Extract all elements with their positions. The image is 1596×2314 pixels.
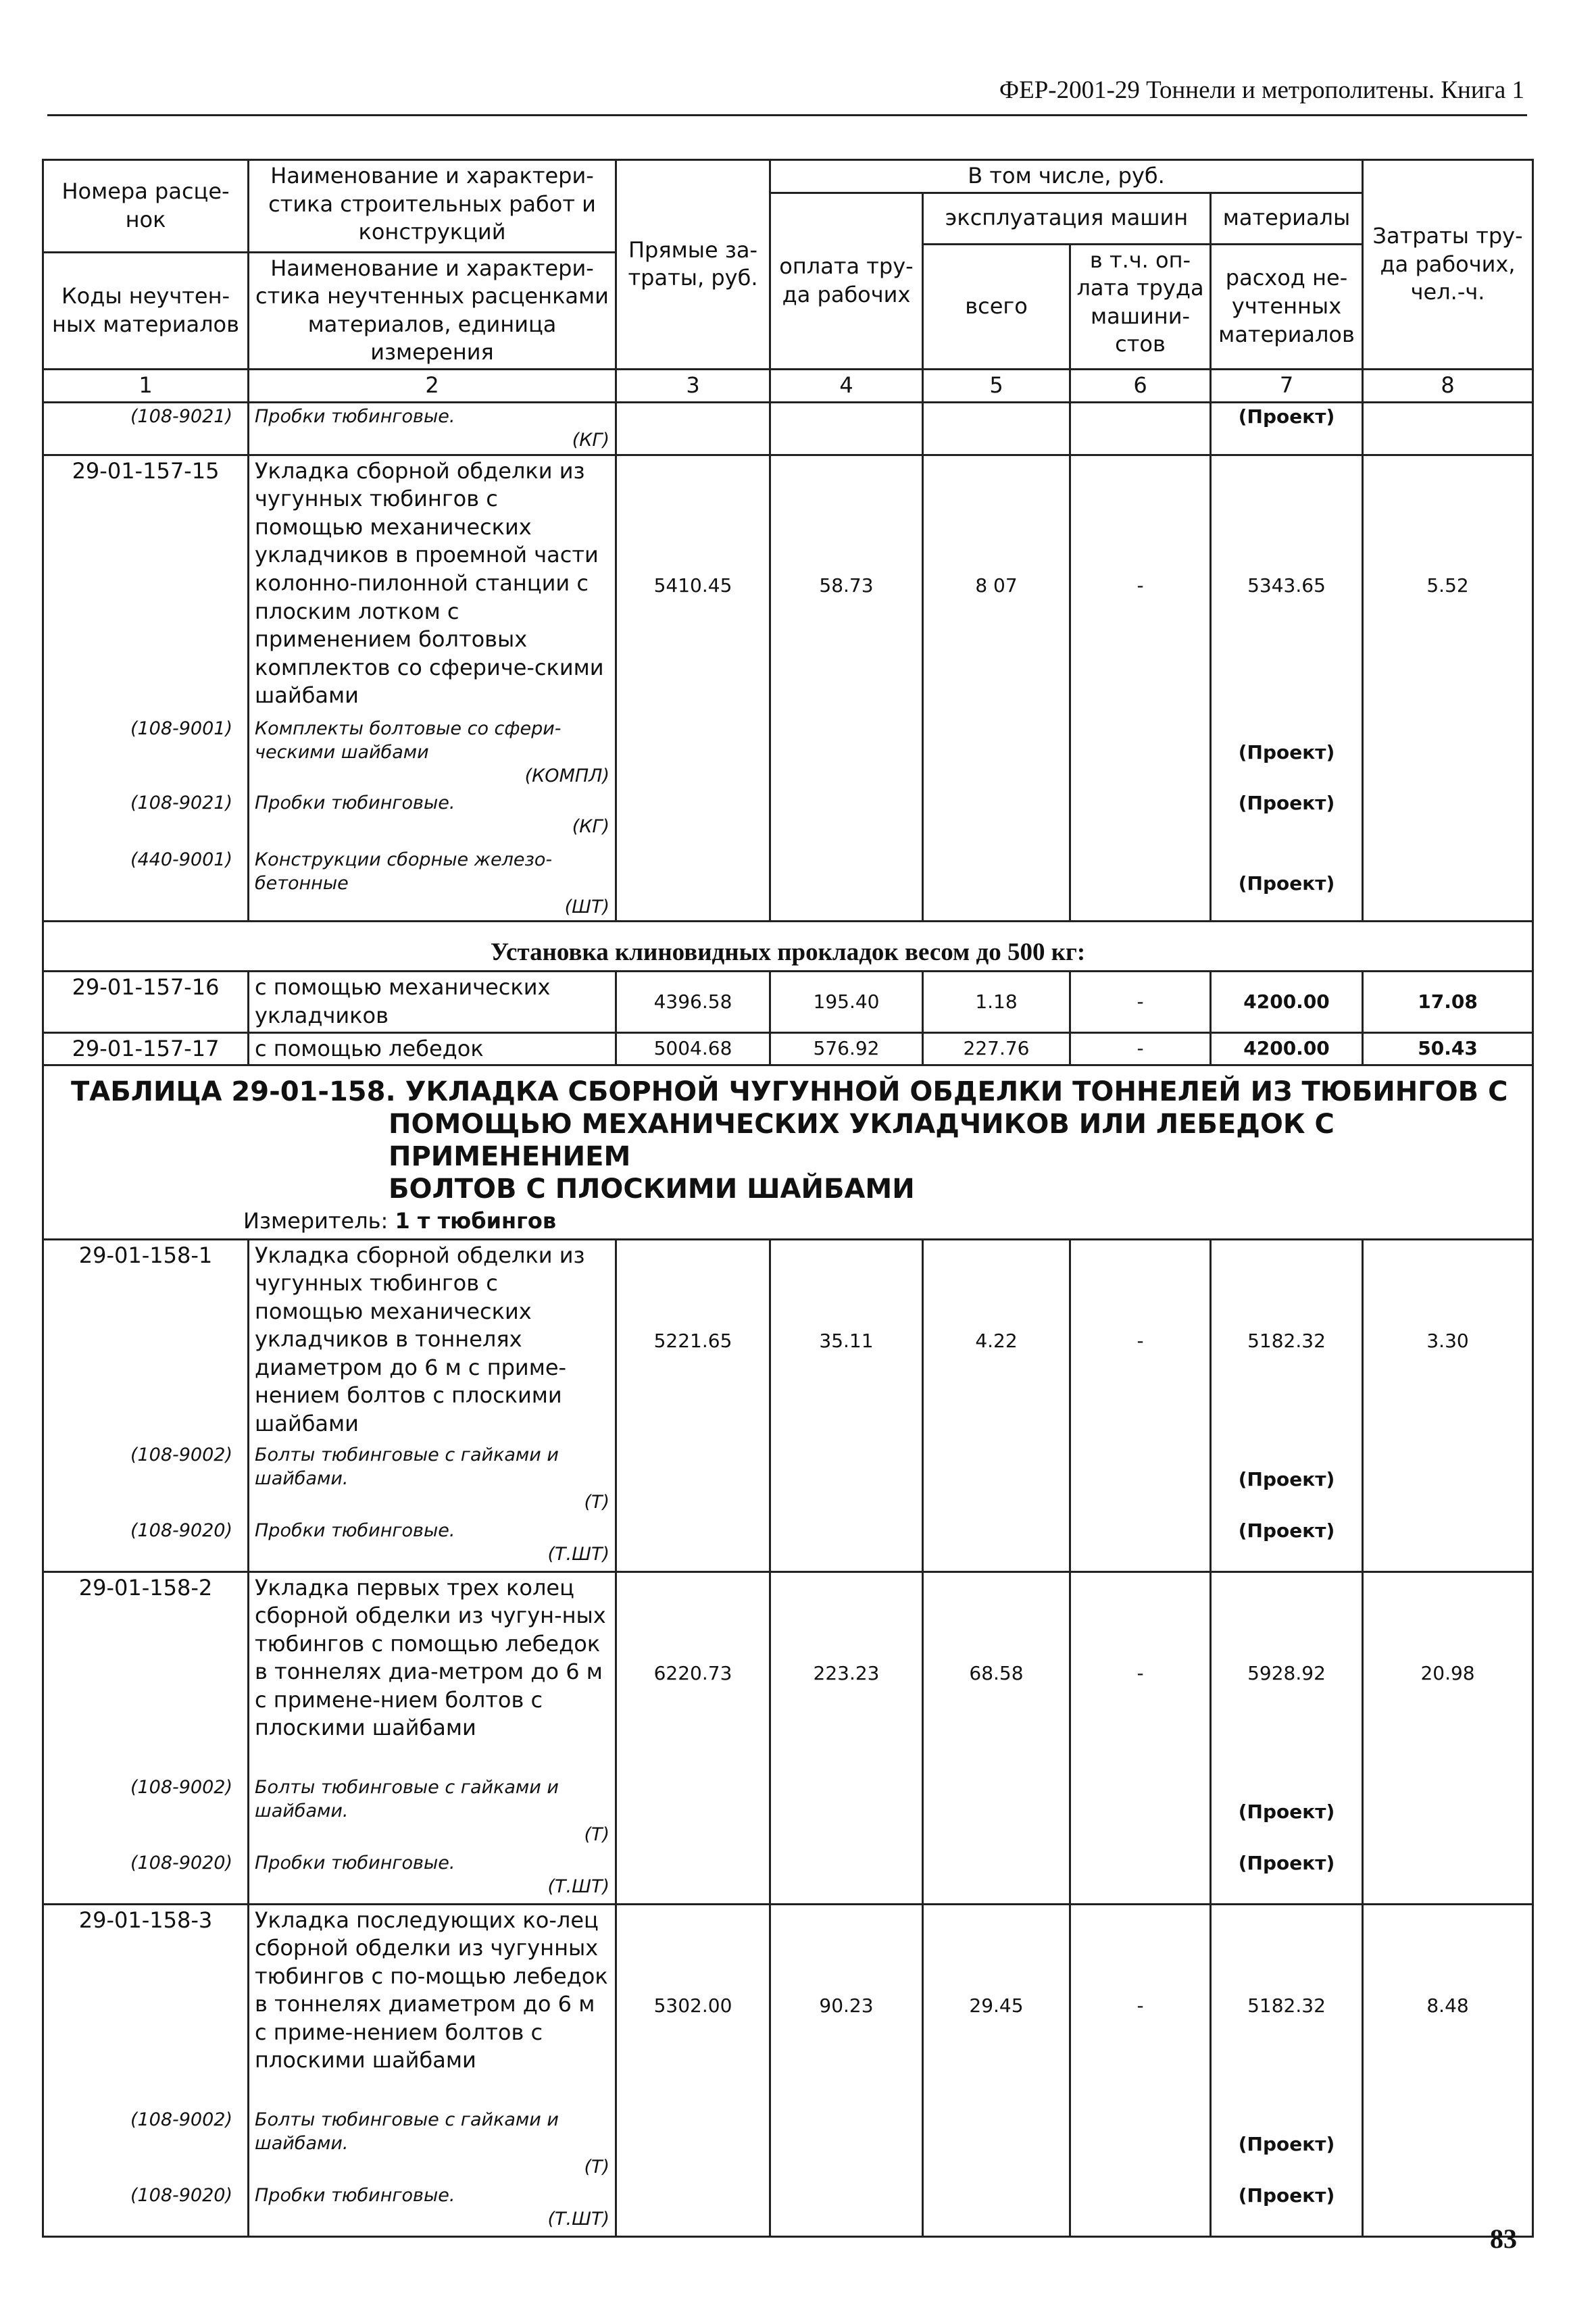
material-name: Пробки тюбинговые. [255,1520,455,1542]
head-machines: эксплуатация машин [923,193,1211,244]
head-material-codes: Коды неучтен-ных материалов [43,252,249,369]
material-project: (Проект) [1211,715,1363,790]
rate-name: Укладка первых трех колец сборной обделки из чугун-ных тюбингов с помощью лебедок в тоннелях диа-метром до 6 м с примене-нием болтов с плоскими шайбами [249,1571,616,1774]
table-row [43,1517,1533,1571]
direct-costs: 4396.58 [616,972,770,1032]
table-row [43,847,1533,922]
rate-name: Укладка последующих ко-лец сборной обделки из чугунных тюбингов с по-мощью лебедок в тоннелях диаметром до 6 м с приме-нением болтов с плоскими шайбами [249,1904,616,2107]
material-unit: (Т) [584,1824,609,1846]
material-unit: (ШТ) [564,897,609,918]
labor-pay: 35.11 [770,1239,923,1442]
colnum-8: 8 [1363,369,1533,402]
material-unit: (Т.ШТ) [547,2209,609,2230]
material-code: (108-9020) [43,1850,249,1904]
labor-hours: 8.48 [1363,1904,1533,2107]
material-unit: (Т.ШТ) [547,1876,609,1898]
materials-cost: 4200.00 [1211,1032,1363,1065]
head-work-name: Наименование и характери-стика строительных работ и конструкций [249,160,616,253]
labor-hours: 17.08 [1363,972,1533,1032]
head-direct-costs: Прямые за-траты, руб. [616,160,770,370]
direct-costs: 5410.45 [616,455,770,715]
table-row [43,1571,1533,1774]
rate-code: 29-01-158-2 [43,1571,249,1774]
page-number: 83 [1490,2223,1517,2254]
section-heading: Установка клиновидных прокладок весом до 500 кг: [43,922,1533,972]
material-project: (Проект) [1211,2182,1363,2236]
colnum-4: 4 [770,369,923,402]
table-row [43,1032,1533,1065]
material-code: (108-9021) [43,790,249,847]
material-name: Болты тюбинговые с гайками и шайбами. [255,1777,559,1822]
table-row [43,1850,1533,1904]
material-code: (108-9002) [43,2107,249,2182]
machines-total: 4.22 [923,1239,1070,1442]
colnum-7: 7 [1211,369,1363,402]
labor-pay: 58.73 [770,455,923,715]
table-row [43,972,1533,1032]
material-name: Пробки тюбинговые. [255,793,455,814]
machinists-pay: - [1070,1904,1211,2107]
material-project: (Проект) [1211,790,1363,847]
materials-cost: 5928.92 [1211,1571,1363,1774]
head-machines-total: всего [923,244,1070,369]
machines-total: 227.76 [923,1032,1070,1065]
direct-costs: 5302.00 [616,1904,770,2107]
column-numbers-row [43,369,1533,402]
materials-cost: 4200.00 [1211,972,1363,1032]
head-materials: материалы [1211,193,1363,244]
labor-pay: 90.23 [770,1904,923,2107]
machines-total: 8 07 [923,455,1070,715]
table-row [43,715,1533,790]
table-row [43,2182,1533,2236]
rate-code: 29-01-157-17 [43,1032,249,1065]
material-code: (108-9002) [43,1442,249,1517]
material-project: (Проект) [1211,847,1363,922]
table-row [43,1774,1533,1850]
colnum-3: 3 [616,369,770,402]
direct-costs: 5004.68 [616,1032,770,1065]
materials-cost: 5343.65 [1211,455,1363,715]
rate-name: с помощью лебедок [249,1032,616,1065]
labor-pay: 576.92 [770,1032,923,1065]
table-title-line-2: ПОМОЩЬЮ МЕХАНИЧЕСКИХ УКЛАДЧИКОВ ИЛИ ЛЕБЕДОК С ПРИМЕНЕНИЕМ [389,1109,1335,1173]
machines-total: 68.58 [923,1571,1070,1774]
table-row [43,2107,1533,2182]
running-title: ФЕР-2001-29 Тоннели и метрополитены. Книга 1 [47,76,1527,116]
material-name: Болты тюбинговые с гайками и шайбами. [255,2109,559,2155]
material-name: Конструкции сборные железо-бетонные [255,849,553,895]
material-project: (Проект) [1211,1774,1363,1850]
machinists-pay: - [1070,1032,1211,1065]
table-row [43,1904,1533,2107]
colnum-5: 5 [923,369,1070,402]
measure-unit [71,1208,1512,1234]
head-labor-hours: Затраты тру-да рабочих, чел.-ч. [1363,160,1533,370]
material-project: (Проект) [1211,2107,1363,2182]
material-code: (108-9002) [43,1774,249,1850]
material-project: (Проект) [1211,1850,1363,1904]
colnum-6: 6 [1070,369,1211,402]
measure-label: Измеритель: [243,1208,389,1234]
measure-value: 1 т тюбингов [395,1208,557,1234]
rates-table [42,159,1534,2238]
rate-name: Укладка сборной обделки из чугунных тюбингов с помощью механических укладчиков в проемной части колонно-пилонной станции с плоским лотком с применением болтовых комплектов со сфериче-скими шайбами [249,455,616,715]
table-title-line-3: БОЛТОВ С ПЛОСКИМИ ШАЙБАМИ [389,1174,915,1205]
table-row [43,1442,1533,1517]
rate-code: 29-01-158-3 [43,1904,249,2107]
labor-pay: 223.23 [770,1571,923,1774]
machinists-pay: - [1070,972,1211,1032]
colnum-2: 2 [249,369,616,402]
material-name: Комплекты болтовые со сфери-ческими шайбами [255,718,562,763]
section-heading-row [43,922,1533,972]
material-code: (108-9020) [43,2182,249,2236]
material-code: (108-9020) [43,1517,249,1571]
material-name: Пробки тюбинговые. [255,1853,455,1874]
machines-total: 1.18 [923,972,1070,1032]
table-title-row [43,1065,1533,1239]
machinists-pay: - [1070,1239,1211,1442]
materials-cost: 5182.32 [1211,1239,1363,1442]
direct-costs: 6220.73 [616,1571,770,1774]
machines-total: 29.45 [923,1904,1070,2107]
material-unit: (Т.ШТ) [547,1544,609,1565]
material-unit: (Т) [584,2157,609,2178]
rate-code: 29-01-157-15 [43,455,249,715]
rate-code: 29-01-158-1 [43,1239,249,1442]
material-unit: (КГ) [572,429,609,451]
table-title [43,1065,1533,1239]
materials-cost: 5182.32 [1211,1904,1363,2107]
machinists-pay: - [1070,1571,1211,1774]
head-including: В том числе, руб. [770,160,1363,193]
rate-code: 29-01-157-16 [43,972,249,1032]
head-rate-number: Номера расце-нок [43,160,249,253]
colnum-1: 1 [43,369,249,402]
table-row [43,402,1533,455]
material-unit: (Т) [584,1492,609,1513]
head-labor-pay: оплата тру-да рабочих [770,193,923,369]
table-row [43,455,1533,715]
table-row [43,790,1533,847]
direct-costs: 5221.65 [616,1239,770,1442]
material-code: (108-9001) [43,715,249,790]
labor-pay: 195.40 [770,972,923,1032]
material-name: Пробки тюбинговые. [255,2185,455,2207]
rate-name: с помощью механических укладчиков [249,972,616,1032]
material-name: Пробки тюбинговые. [255,405,455,427]
head-unaccounted-materials: расход не-учтенных материалов [1211,244,1363,369]
material-name: Болты тюбинговые с гайками и шайбами. [255,1444,559,1490]
material-code: (108-9021) [43,402,249,455]
material-unit: (КОМПЛ) [524,765,609,787]
material-code: (440-9001) [43,847,249,922]
material-unit: (КГ) [572,816,609,838]
table-title-line-1: ТАБЛИЦА 29-01-158. УКЛАДКА СБОРНОЙ ЧУГУННОЙ ОБДЕЛКИ ТОННЕЛЕЙ ИЗ ТЮБИНГОВ С [71,1076,1508,1108]
material-project: (Проект) [1211,1517,1363,1571]
labor-hours: 20.98 [1363,1571,1533,1774]
material-project: (Проект) [1211,1442,1363,1517]
material-project: (Проект) [1211,402,1363,455]
rate-name: Укладка сборной обделки из чугунных тюбингов с помощью механических укладчиков в тоннелях диаметром до 6 м с приме-нением болтов с плоскими шайбами [249,1239,616,1442]
labor-hours: 50.43 [1363,1032,1533,1065]
head-machinists-pay: в т.ч. оп-лата труда машини-стов [1070,244,1211,369]
header-row-1 [43,160,1533,193]
head-material-name: Наименование и характери-стика неучтенных расценками материалов, единица измерения [249,252,616,369]
table-row [43,1239,1533,1442]
machinists-pay: - [1070,455,1211,715]
labor-hours: 5.52 [1363,455,1533,715]
labor-hours: 3.30 [1363,1239,1533,1442]
